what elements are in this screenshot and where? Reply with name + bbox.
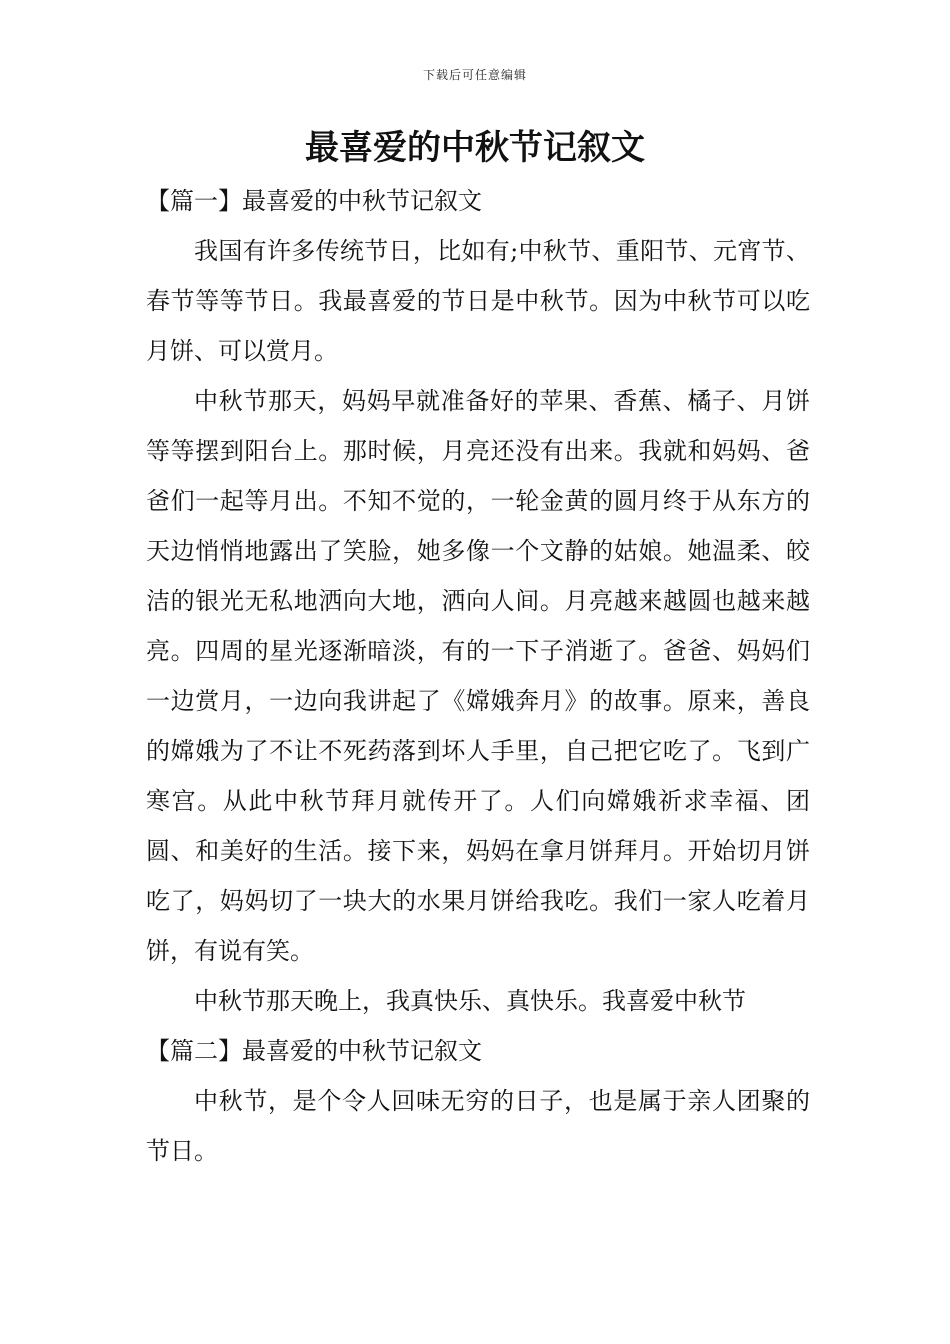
section-heading-2: 【篇二】最喜爱的中秋节记叙文 bbox=[146, 1037, 482, 1065]
paragraph-1-3: 中秋节那天晚上，我真快乐、真快乐。我喜爱中秋节 bbox=[194, 987, 746, 1015]
document-title: 最喜爱的中秋节记叙文 bbox=[305, 128, 645, 168]
section-heading-1: 【篇一】最喜爱的中秋节记叙文 bbox=[146, 187, 482, 215]
document-body bbox=[146, 176, 810, 1176]
paragraph-1-2: 中秋节那天，妈妈早就准备好的苹果、香蕉、橘子、月饼等等摆到阳台上。那时候，月亮还没有出来。我就和妈妈、爸爸们一起等月出。不知不觉的，一轮金黄的圆月终于从东方的天边悄悄地露出了笑脸，她多像一个文静的姑娘。她温柔、皎洁的银光无私地洒向大地，洒向人间。月亮越来越圆也越来越亮。四周的星光逐渐暗淡，有的一下子消逝了。爸爸、妈妈们一边赏月，一边向我讲起了《嫦娥奔月》的故事。原来，善良的嫦娥为了不让不死药落到坏人手里，自己把它吃了。飞到广寒宫。从此中秋节拜月就传开了。人们向嫦娥祈求幸福、团圆、和美好的生活。接下来，妈妈在拿月饼拜月。开始切月饼吃了，妈妈切了一块大的水果月饼给我吃。我们一家人吃着月饼，有说有笑。 bbox=[146, 387, 810, 965]
paragraph-1-1: 我国有许多传统节日，比如有;中秋节、重阳节、元宵节、春节等等节日。我最喜爱的节日是中秋节。因为中秋节可以吃月饼、可以赏月。 bbox=[146, 237, 810, 365]
header-note: 下载后可任意编辑 bbox=[422, 68, 527, 82]
paragraph-2-1: 中秋节，是个令人回味无穷的日子，也是属于亲人团聚的节日。 bbox=[146, 1087, 810, 1165]
